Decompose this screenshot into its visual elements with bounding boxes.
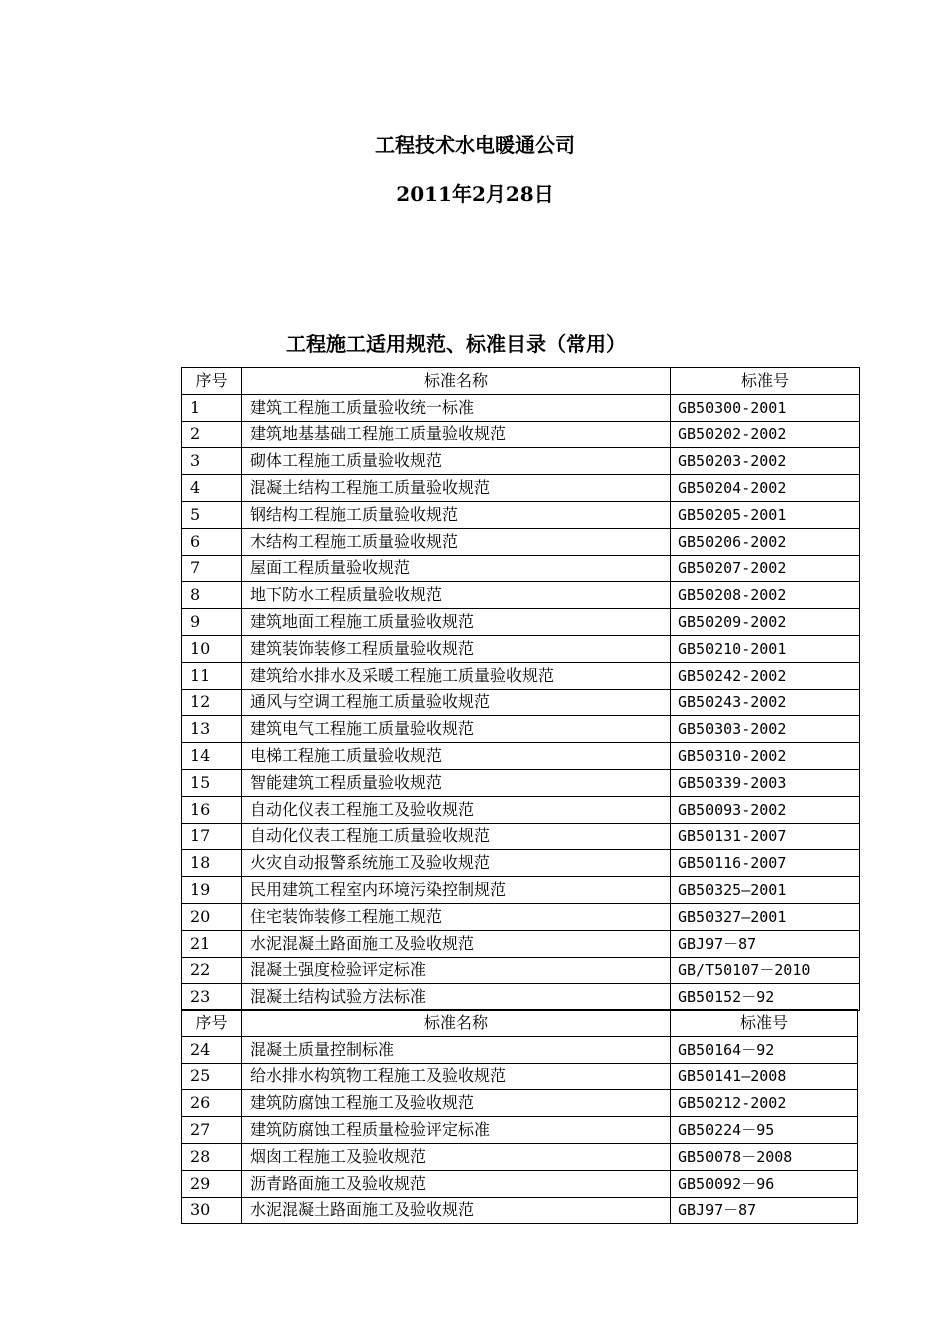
table-row	[182, 421, 860, 448]
cell-standard-code: GB50078－2008	[671, 1143, 858, 1170]
table-row	[182, 475, 860, 502]
table-row	[182, 689, 860, 716]
header-code: 标准号	[671, 368, 860, 395]
cell-standard-code: GB50310-2002	[671, 743, 860, 770]
cell-standard-name: 烟囱工程施工及验收规范	[242, 1143, 671, 1170]
table-row	[182, 1143, 858, 1170]
table-row	[182, 957, 860, 984]
table-row	[182, 1036, 858, 1063]
table-header-row	[182, 1010, 858, 1037]
table-row	[182, 903, 860, 930]
table-row	[182, 877, 860, 904]
table-row	[182, 930, 860, 957]
cell-standard-code: GB50210-2001	[671, 635, 860, 662]
cell-standard-name: 木结构工程施工质量验收规范	[242, 528, 671, 555]
cell-no: 11	[182, 662, 242, 689]
cell-standard-name: 火灾自动报警系统施工及验收规范	[242, 850, 671, 877]
cell-no: 9	[182, 609, 242, 636]
cell-no: 10	[182, 635, 242, 662]
table-row	[182, 609, 860, 636]
table-row	[182, 984, 860, 1011]
cell-standard-name: 水泥混凝土路面施工及验收规范	[242, 930, 671, 957]
table-row	[182, 555, 860, 582]
cell-no: 16	[182, 796, 242, 823]
cell-standard-code: GB50206-2002	[671, 528, 860, 555]
table-row	[182, 1063, 858, 1090]
header-name: 标准名称	[242, 368, 671, 395]
cell-standard-name: 建筑工程施工质量验收统一标准	[242, 394, 671, 421]
table-row	[182, 501, 860, 528]
cell-no: 15	[182, 769, 242, 796]
cell-no: 8	[182, 582, 242, 609]
cell-standard-code: GB50093-2002	[671, 796, 860, 823]
cell-standard-code: GB50205-2001	[671, 501, 860, 528]
cell-standard-code: GB50212-2002	[671, 1090, 858, 1117]
header-code: 标准号	[671, 1010, 858, 1037]
cell-standard-name: 通风与空调工程施工质量验收规范	[242, 689, 671, 716]
cell-standard-code: GB50092－96	[671, 1170, 858, 1197]
cell-standard-code: GB50152－92	[671, 984, 860, 1011]
table-row	[182, 716, 860, 743]
cell-standard-code: GB50209-2002	[671, 609, 860, 636]
cell-no: 23	[182, 984, 242, 1011]
cell-no: 30	[182, 1197, 242, 1224]
cell-no: 27	[182, 1117, 242, 1144]
table-row	[182, 528, 860, 555]
cell-standard-name: 给水排水构筑物工程施工及验收规范	[242, 1063, 671, 1090]
cell-standard-code: GB50325—2001	[671, 877, 860, 904]
cell-no: 19	[182, 877, 242, 904]
cell-standard-code: GB50203-2002	[671, 448, 860, 475]
table-row	[182, 850, 860, 877]
cell-standard-code: GB50224－95	[671, 1117, 858, 1144]
cell-standard-name: 自动化仪表工程施工质量验收规范	[242, 823, 671, 850]
table-row	[182, 582, 860, 609]
cell-standard-name: 砌体工程施工质量验收规范	[242, 448, 671, 475]
table-row	[182, 635, 860, 662]
standards-table-1	[181, 367, 860, 1011]
table-row	[182, 1090, 858, 1117]
cell-standard-name: 混凝土结构试验方法标准	[242, 984, 671, 1011]
cell-standard-code: GB50242-2002	[671, 662, 860, 689]
cell-standard-name: 混凝土质量控制标准	[242, 1036, 671, 1063]
cell-no: 2	[182, 421, 242, 448]
cell-standard-code: GB50204-2002	[671, 475, 860, 502]
cell-standard-code: GB50164－92	[671, 1036, 858, 1063]
cell-standard-code: GB50303-2002	[671, 716, 860, 743]
cell-standard-name: 建筑防腐蚀工程施工及验收规范	[242, 1090, 671, 1117]
cell-standard-name: 智能建筑工程质量验收规范	[242, 769, 671, 796]
cell-standard-name: 住宅装饰装修工程施工规范	[242, 903, 671, 930]
catalog-title: 工程施工适用规范、标准目录（常用）	[286, 332, 626, 356]
cell-standard-name: 沥青路面施工及验收规范	[242, 1170, 671, 1197]
table-row	[182, 743, 860, 770]
cell-standard-code: GB50339-2003	[671, 769, 860, 796]
cell-standard-name: 建筑装饰装修工程质量验收规范	[242, 635, 671, 662]
cell-standard-code: GBJ97－87	[671, 930, 860, 957]
cell-no: 12	[182, 689, 242, 716]
cell-standard-code: GB/T50107－2010	[671, 957, 860, 984]
cell-standard-code: GB50131-2007	[671, 823, 860, 850]
header-no: 序号	[182, 368, 242, 395]
cell-standard-name: 民用建筑工程室内环境污染控制规范	[242, 877, 671, 904]
table-row	[182, 796, 860, 823]
cell-standard-name: 电梯工程施工质量验收规范	[242, 743, 671, 770]
cell-no: 7	[182, 555, 242, 582]
cell-standard-name: 混凝土结构工程施工质量验收规范	[242, 475, 671, 502]
cell-no: 26	[182, 1090, 242, 1117]
cell-standard-name: 混凝土强度检验评定标准	[242, 957, 671, 984]
cell-standard-name: 建筑地基基础工程施工质量验收规范	[242, 421, 671, 448]
cell-standard-name: 建筑地面工程施工质量验收规范	[242, 609, 671, 636]
header-name: 标准名称	[242, 1010, 671, 1037]
cell-standard-code: GB50208-2002	[671, 582, 860, 609]
cell-no: 29	[182, 1170, 242, 1197]
cell-no: 3	[182, 448, 242, 475]
cell-standard-name: 钢结构工程施工质量验收规范	[242, 501, 671, 528]
table-row	[182, 769, 860, 796]
cell-no: 18	[182, 850, 242, 877]
cell-standard-code: GBJ97－87	[671, 1197, 858, 1224]
cell-standard-code: GB50243-2002	[671, 689, 860, 716]
cell-standard-name: 自动化仪表工程施工及验收规范	[242, 796, 671, 823]
cell-standard-code: GB50116-2007	[671, 850, 860, 877]
cell-no: 17	[182, 823, 242, 850]
cell-no: 4	[182, 475, 242, 502]
cell-no: 20	[182, 903, 242, 930]
cell-no: 21	[182, 930, 242, 957]
table-header-row	[182, 368, 860, 395]
table-row	[182, 448, 860, 475]
standards-table-2	[181, 1009, 858, 1224]
cell-no: 28	[182, 1143, 242, 1170]
cell-no: 25	[182, 1063, 242, 1090]
table-row	[182, 1197, 858, 1224]
header-no: 序号	[182, 1010, 242, 1037]
cell-no: 5	[182, 501, 242, 528]
cell-standard-name: 建筑给水排水及采暖工程施工质量验收规范	[242, 662, 671, 689]
cell-standard-name: 水泥混凝土路面施工及验收规范	[242, 1197, 671, 1224]
cell-standard-code: GB50327—2001	[671, 903, 860, 930]
cell-standard-code: GB50300-2001	[671, 394, 860, 421]
table-row	[182, 823, 860, 850]
cell-standard-code: GB50141—2008	[671, 1063, 858, 1090]
cell-no: 6	[182, 528, 242, 555]
cell-standard-code: GB50207-2002	[671, 555, 860, 582]
cell-no: 22	[182, 957, 242, 984]
table-row	[182, 662, 860, 689]
cell-standard-name: 屋面工程质量验收规范	[242, 555, 671, 582]
table-row	[182, 394, 860, 421]
cell-standard-code: GB50202-2002	[671, 421, 860, 448]
cell-no: 14	[182, 743, 242, 770]
cell-no: 1	[182, 394, 242, 421]
company-name: 工程技术水电暖通公司	[375, 133, 575, 157]
cell-standard-name: 建筑防腐蚀工程质量检验评定标准	[242, 1117, 671, 1144]
document-date: 2011年2月28日	[396, 182, 554, 206]
cell-standard-name: 地下防水工程质量验收规范	[242, 582, 671, 609]
table-row	[182, 1170, 858, 1197]
cell-no: 24	[182, 1036, 242, 1063]
cell-standard-name: 建筑电气工程施工质量验收规范	[242, 716, 671, 743]
cell-no: 13	[182, 716, 242, 743]
table-row	[182, 1117, 858, 1144]
